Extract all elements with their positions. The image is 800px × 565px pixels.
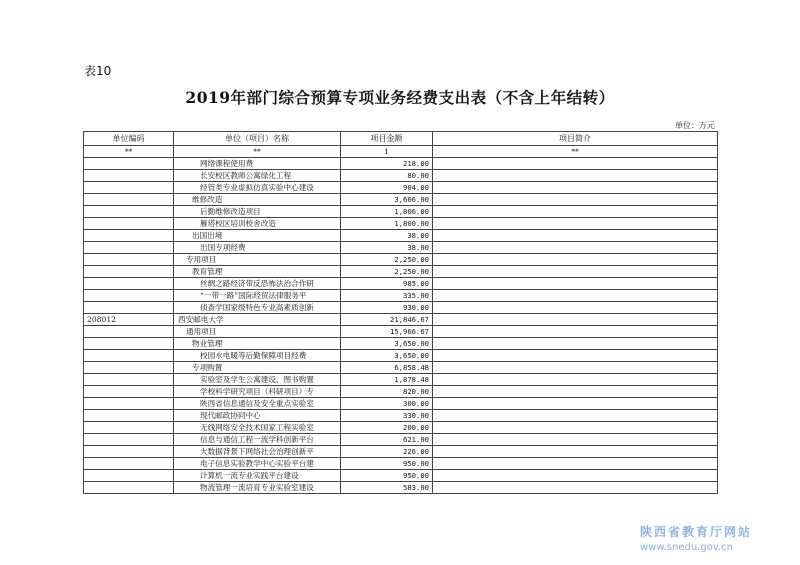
cell-name: 雁塔校区培训校舍改造 [174,218,341,230]
cell-intro [433,194,718,206]
cell-amount: 80.00 [341,170,433,182]
cell-code [84,254,174,266]
cell-intro [433,302,718,314]
table-row [84,290,718,302]
cell-amount: 1,878.48 [341,374,433,386]
index-amount: 1 [341,146,433,158]
cell-amount: 621.00 [341,434,433,446]
cell-code [84,266,174,278]
cell-amount: 583.00 [341,482,433,494]
cell-code [84,398,174,410]
cell-name: 大数据背景下网络社会治理创新平 [174,446,341,458]
index-intro: ** [433,146,718,158]
cell-code [84,458,174,470]
cell-code [84,302,174,314]
table-row [84,350,718,362]
unit-label: 单位：万元 [675,121,715,130]
cell-amount: 38.00 [341,242,433,254]
table-row [84,302,718,314]
cell-amount: 1,800.00 [341,218,433,230]
cell-code [84,386,174,398]
cell-code [84,470,174,482]
cell-name: 校园水电暖等后勤保障项目经费 [174,350,341,362]
table-row [84,242,718,254]
cell-intro [433,314,718,326]
index-row [84,146,718,158]
cell-amount: 21,846.67 [341,314,433,326]
table-row [84,278,718,290]
cell-name: 专项购置 [174,362,341,374]
cell-amount: 3,650.00 [341,338,433,350]
cell-intro [433,338,718,350]
table-row [84,434,718,446]
table-row [84,206,718,218]
table-row [84,374,718,386]
table-row [84,182,718,194]
cell-code [84,374,174,386]
header-name: 单位（项目）名称 [174,132,341,146]
cell-amount: 335.00 [341,290,433,302]
cell-amount: 6,858.48 [341,362,433,374]
cell-name: “一带一路”国际经贸法律服务平 [174,290,341,302]
cell-amount: 2,250.00 [341,254,433,266]
cell-intro [433,242,718,254]
watermark-name: 陕西省教育厅网站 [640,525,753,539]
index-name: ** [174,146,341,158]
cell-name: 物业管理 [174,338,341,350]
header-amount: 项目金额 [341,132,433,146]
watermark-url: www.snedu.gov.cn [640,542,733,553]
cell-code [84,194,174,206]
cell-intro [433,398,718,410]
cell-code [84,182,174,194]
document-title: 2019年部门综合预算专项业务经费支出表（不含上年结转） [185,88,615,107]
cell-intro [433,182,718,194]
index-code: ** [84,146,174,158]
cell-amount: 3,650.00 [341,350,433,362]
cell-name: 实验室及学生公寓建设、图书购置 [174,374,341,386]
cell-amount: 904.00 [341,182,433,194]
cell-intro [433,326,718,338]
cell-amount: 218.00 [341,158,433,170]
table-row [84,326,718,338]
cell-intro [433,158,718,170]
cell-name: 经管类专业虚拟仿真实验中心建设 [174,182,341,194]
cell-code [84,206,174,218]
table-row [84,158,718,170]
cell-amount: 15,966.67 [341,326,433,338]
cell-name: 信息与通信工程一流学科创新平台 [174,434,341,446]
cell-intro [433,458,718,470]
cell-name: 出国出境 [174,230,341,242]
table-row [84,254,718,266]
cell-name: 专用项目 [174,254,341,266]
cell-amount: 200.00 [341,422,433,434]
table-row [84,230,718,242]
table-row [84,422,718,434]
table-row [84,470,718,482]
cell-intro [433,410,718,422]
table-body [84,146,718,494]
table-row [84,194,718,206]
cell-amount: 930.00 [341,302,433,314]
cell-code [84,326,174,338]
table-number: 表10 [84,64,112,78]
cell-code [84,422,174,434]
cell-code [84,170,174,182]
table-row [84,410,718,422]
header-intro: 项目简介 [433,132,718,146]
cell-amount: 950.00 [341,458,433,470]
cell-amount: 3,606.00 [341,194,433,206]
header-code: 单位编码 [84,132,174,146]
table-row [84,266,718,278]
cell-name: 维修改造 [174,194,341,206]
cell-name: 教育管理 [174,266,341,278]
cell-amount: 38.00 [341,230,433,242]
cell-amount: 2,250.00 [341,266,433,278]
cell-name: 陕西省信息通信及安全重点实验室 [174,398,341,410]
cell-name: 西安邮电大学 [174,314,341,326]
cell-code [84,218,174,230]
cell-intro [433,170,718,182]
cell-intro [433,434,718,446]
cell-name: 现代邮政协同中心 [174,410,341,422]
cell-name: 电子信息实验教学中心实验平台建 [174,458,341,470]
table-row [84,482,718,494]
cell-code [84,482,174,494]
cell-code [84,410,174,422]
cell-name: 侦查学国家级特色专业高素质创新 [174,302,341,314]
cell-code [84,278,174,290]
table-row [84,362,718,374]
cell-intro [433,470,718,482]
cell-intro [433,266,718,278]
cell-code [84,434,174,446]
cell-name: 后勤维修改造项目 [174,206,341,218]
cell-amount: 950.00 [341,470,433,482]
cell-code [84,230,174,242]
table-row [84,338,718,350]
cell-intro [433,230,718,242]
cell-intro [433,254,718,266]
cell-amount: 820.00 [341,386,433,398]
header-row [84,132,718,146]
cell-intro [433,218,718,230]
table-row [84,398,718,410]
cell-code [84,158,174,170]
cell-code [84,362,174,374]
cell-intro [433,350,718,362]
cell-name: 出国专项经费 [174,242,341,254]
table-row [84,446,718,458]
cell-intro [433,374,718,386]
cell-amount: 985.00 [341,278,433,290]
cell-code [84,338,174,350]
cell-intro [433,206,718,218]
cell-intro [433,482,718,494]
cell-name: 丝绸之路经济带反恐怖法治合作研 [174,278,341,290]
table-row [84,170,718,182]
cell-name: 无线网络安全技术国家工程实验室 [174,422,341,434]
table-header [84,132,718,146]
cell-amount: 300.00 [341,398,433,410]
cell-code: 208012 [84,314,174,326]
cell-name: 通用项目 [174,326,341,338]
cell-intro [433,362,718,374]
cell-code [84,242,174,254]
table-row [84,314,718,326]
cell-code [84,446,174,458]
cell-intro [433,290,718,302]
cell-intro [433,386,718,398]
cell-name: 学校科学研究项目（科研项目）专 [174,386,341,398]
table-row [84,458,718,470]
cell-name: 长安校区教师公寓绿化工程 [174,170,341,182]
table-row [84,218,718,230]
site-watermark [640,523,800,553]
cell-name: 计算机一流专业实践平台建设 [174,470,341,482]
cell-amount: 226.00 [341,446,433,458]
cell-intro [433,422,718,434]
cell-code [84,350,174,362]
table-row [84,386,718,398]
cell-name: 网络课程使用费 [174,158,341,170]
budget-table [83,131,718,494]
cell-name: 物流管理一流培育专业实验室建设 [174,482,341,494]
cell-amount: 330.00 [341,410,433,422]
cell-intro [433,278,718,290]
cell-code [84,290,174,302]
cell-intro [433,446,718,458]
cell-amount: 1,806.00 [341,206,433,218]
